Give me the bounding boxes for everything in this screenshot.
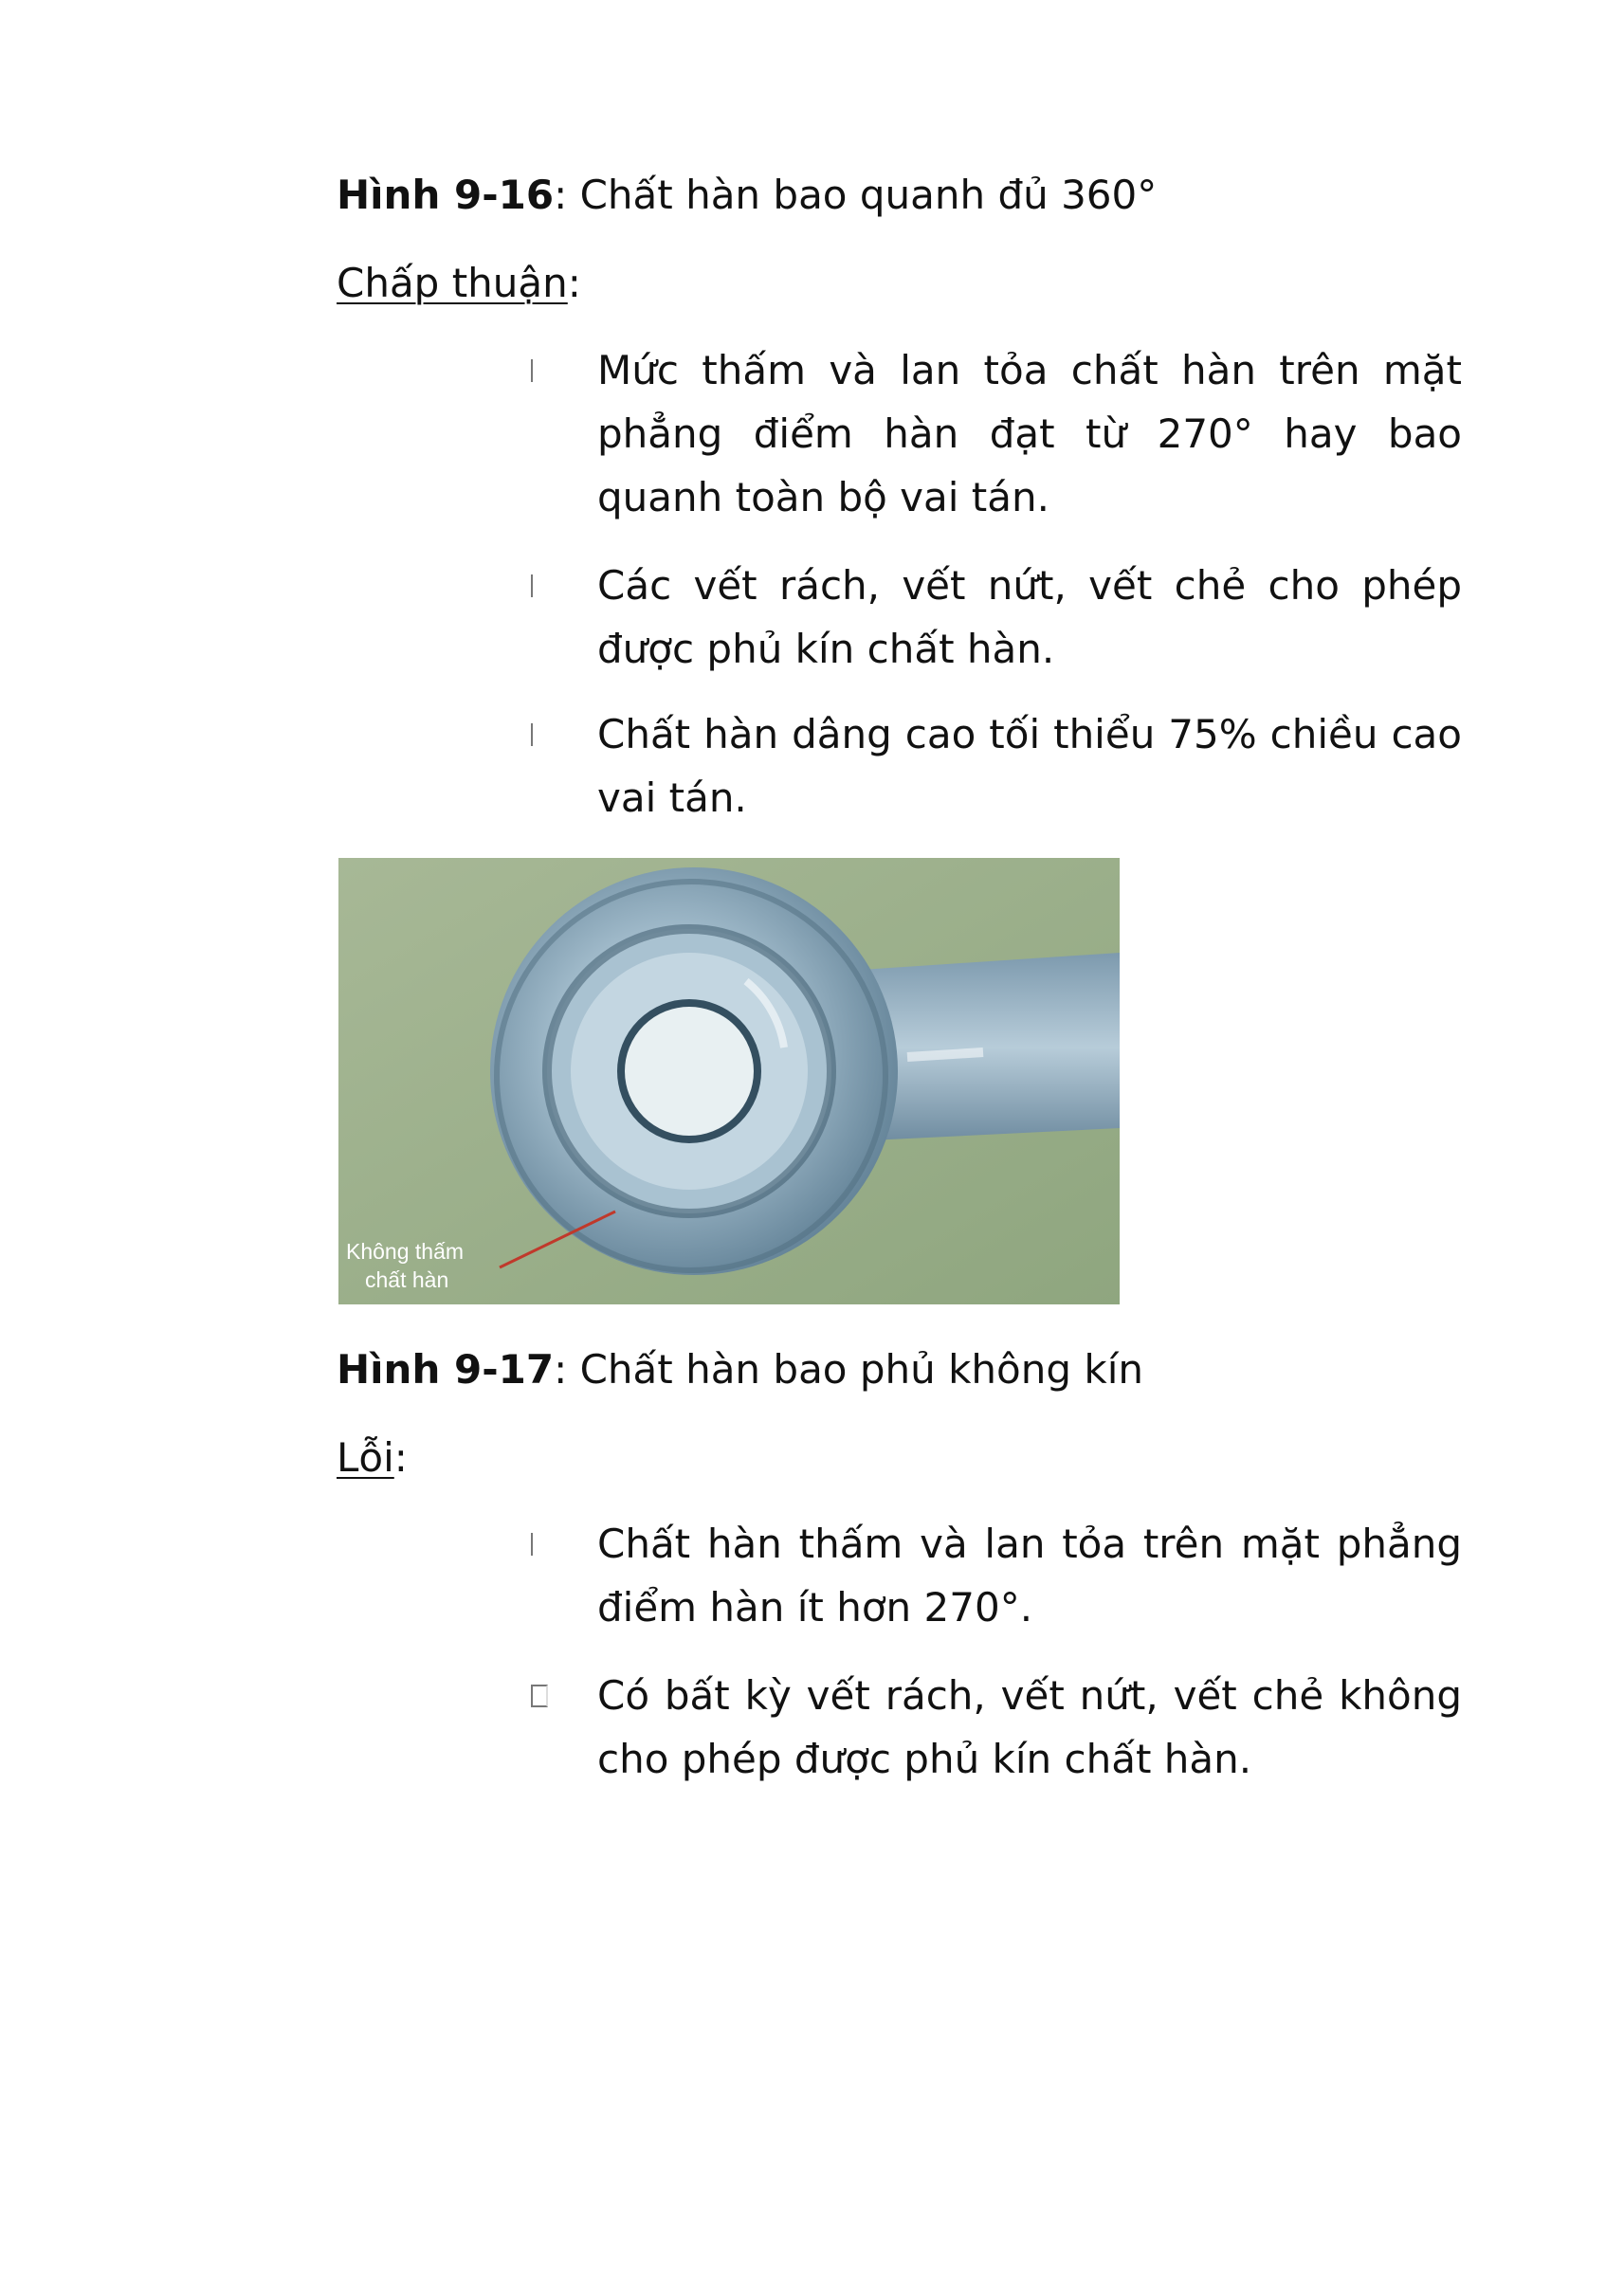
bullet-box-icon (531, 1685, 548, 1707)
photo-label-line1: Không thấm (346, 1239, 465, 1264)
bullet-marker-icon (531, 359, 533, 382)
accept-heading (337, 251, 581, 316)
photo-label-line2: chất hàn (365, 1267, 449, 1292)
accept-heading-label: Chấp thuận (337, 260, 568, 306)
bullet-marker-icon (531, 574, 533, 597)
accept-heading-colon: : (567, 260, 581, 306)
accept-item-text: Chất hàn dâng cao tối thiểu 75% chiều cao vai tán. (597, 711, 1462, 821)
defect-heading (337, 1426, 408, 1490)
bullet-marker-icon (531, 1533, 533, 1556)
figure-caption-text: : Chất hàn bao quanh đủ 360° (554, 172, 1158, 218)
figure-caption-text: : Chất hàn bao phủ không kín (554, 1346, 1143, 1393)
figure-9-17-caption (337, 1338, 1143, 1402)
defect-item-text: Có bất kỳ vết rách, vết nứt, vết chẻ không cho phép được phủ kín chất hàn. (597, 1672, 1462, 1782)
accept-item-text: Các vết rách, vết nứt, vết chẻ cho phép được phủ kín chất hàn. (597, 562, 1462, 672)
bullet-marker-icon (531, 723, 533, 746)
figure-number: Hình 9-16 (337, 172, 555, 218)
accept-item-text: Mức thấm và lan tỏa chất hàn trên mặt phẳng điểm hàn đạt từ 270° hay bao quanh toàn bộ vai tán. (597, 347, 1462, 520)
defect-heading-label: Lỗi (337, 1434, 394, 1481)
solder-lug-photo (338, 858, 1120, 1304)
figure-number: Hình 9-17 (337, 1346, 555, 1393)
defect-heading-colon: : (393, 1434, 408, 1481)
figure-9-16-caption (337, 163, 1157, 228)
defect-item-text: Chất hàn thấm và lan tỏa trên mặt phẳng điểm hàn ít hơn 270°. (597, 1521, 1462, 1631)
